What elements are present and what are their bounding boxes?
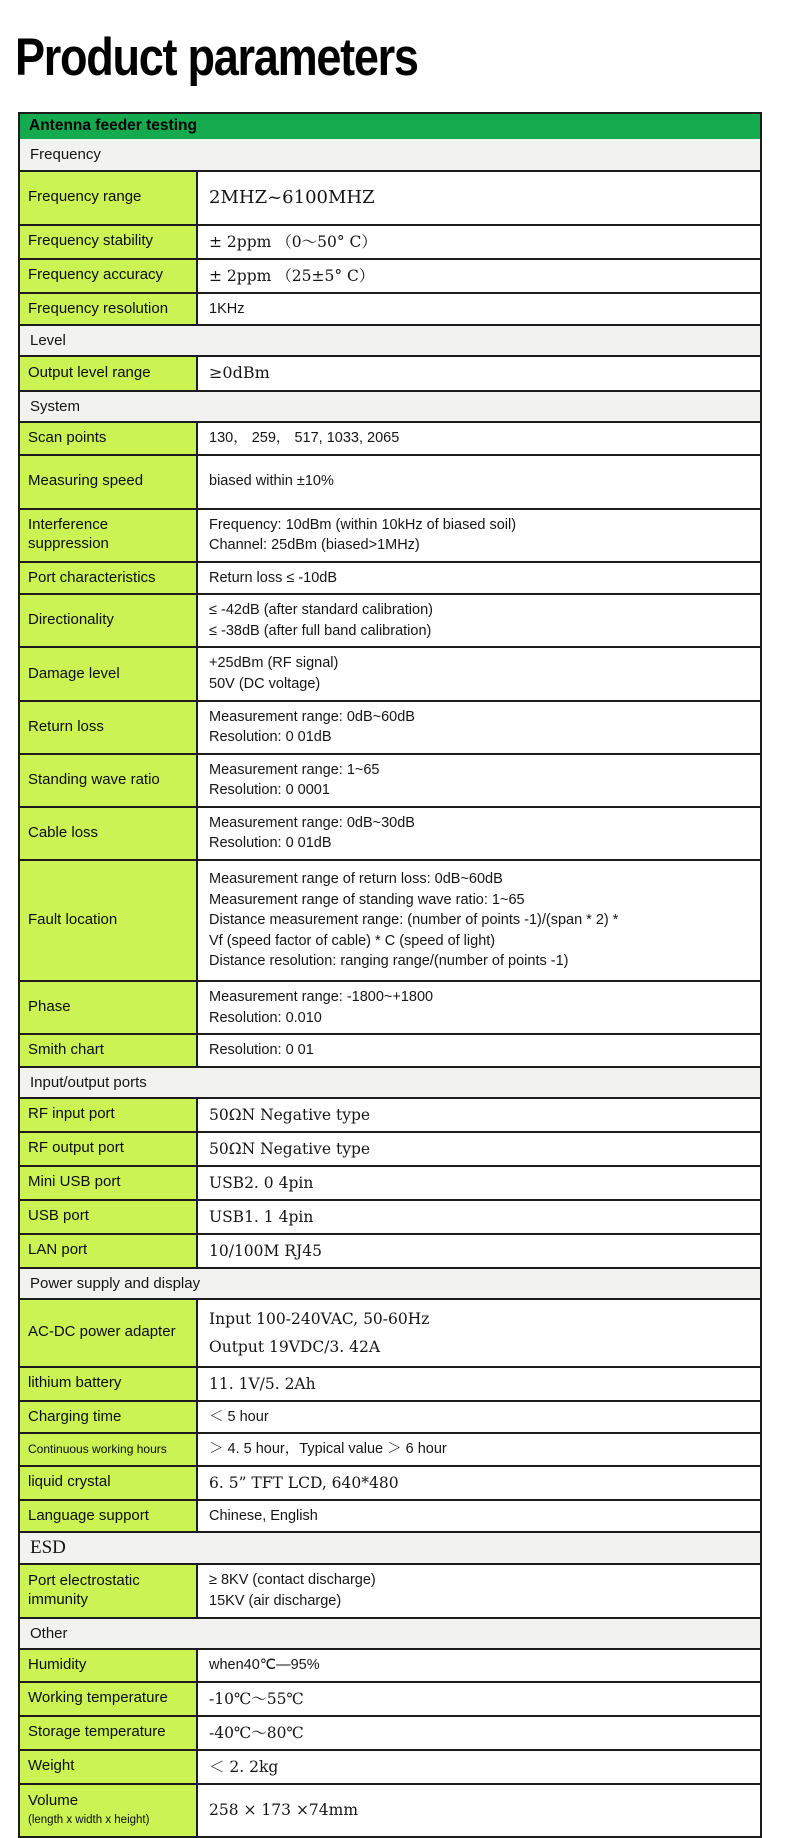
- param-label: Language support: [20, 1501, 198, 1532]
- param-value: 1KHz: [209, 300, 245, 317]
- spec-row-scan-points: [20, 421, 760, 454]
- spec-row-working-temperature: [20, 1681, 760, 1715]
- param-label: LAN port: [20, 1235, 198, 1267]
- param-label: Mini USB port: [20, 1167, 198, 1199]
- section-label: System: [30, 397, 81, 415]
- param-value: ± 2ppm （0～50° C）: [209, 232, 377, 251]
- param-value: ＜ 2. 2kg: [209, 1757, 279, 1776]
- spec-row-frequency-resolution: [20, 292, 760, 325]
- param-label: Return loss: [20, 702, 198, 753]
- param-label: lithium battery: [20, 1368, 198, 1400]
- spec-row-continuous-working-hours: [20, 1432, 760, 1465]
- param-label: Directionality: [20, 595, 198, 646]
- table-header-row: [20, 114, 760, 139]
- param-label: Frequency resolution: [20, 294, 198, 325]
- section-row-level-section: [20, 324, 760, 355]
- spec-row-lan-port: [20, 1233, 760, 1267]
- param-label: Humidity: [20, 1650, 198, 1681]
- param-label: Standing wave ratio: [20, 755, 198, 806]
- param-label: RF output port: [20, 1133, 198, 1165]
- param-label: Scan points: [20, 423, 198, 454]
- param-value: 11. 1V/5. 2Ah: [209, 1374, 316, 1393]
- spec-row-output-level-range: [20, 355, 760, 390]
- page-title: Product parameters: [15, 28, 418, 87]
- param-value: 130， 259， 517, 1033, 2065: [209, 429, 400, 446]
- param-label: Working temperature: [20, 1683, 198, 1715]
- param-label: Weight: [20, 1751, 198, 1783]
- param-value: -40℃～80℃: [209, 1723, 304, 1742]
- param-label: Continuous working hours: [20, 1434, 198, 1465]
- param-label: Smith chart: [20, 1035, 198, 1066]
- spec-row-return-loss: [20, 700, 760, 753]
- page: [0, 30, 790, 1838]
- section-row-esd-section: [20, 1531, 760, 1563]
- param-value: Measurement range: 0dB~30dB Resolution: 0 01dB: [209, 814, 415, 852]
- param-label: AC-DC power adapter: [20, 1300, 198, 1366]
- param-label: Port characteristics: [20, 563, 198, 594]
- section-label: ESD: [30, 1537, 66, 1559]
- spec-row-humidity: [20, 1648, 760, 1681]
- spec-row-usb-port: [20, 1199, 760, 1233]
- section-label: Power supply and display: [30, 1274, 201, 1292]
- param-label: Volume (length x width x height): [20, 1785, 198, 1836]
- param-value: USB2. 0 4pin: [209, 1173, 314, 1192]
- param-value: Input 100-240VAC, 50-60Hz Output 19VDC/3. 42A: [209, 1309, 430, 1356]
- param-label: Charging time: [20, 1402, 198, 1433]
- spec-row-directionality: [20, 593, 760, 646]
- spec-row-standing-wave-ratio: [20, 753, 760, 806]
- param-value: Return loss ≤ -10dB: [209, 569, 338, 586]
- section-row-other-section: [20, 1617, 760, 1648]
- param-label: Cable loss: [20, 808, 198, 859]
- param-value: Measurement range: -1800~+1800 Resolution: 0.010: [209, 988, 434, 1026]
- param-label: Damage level: [20, 648, 198, 699]
- spec-row-interference-suppression: [20, 508, 760, 561]
- section-label: Other: [30, 1624, 68, 1642]
- section-label: Frequency: [30, 145, 101, 163]
- spec-row-damage-level: [20, 646, 760, 699]
- param-label: Frequency range: [20, 172, 198, 224]
- param-value: ＜ 5 hour: [209, 1408, 269, 1425]
- param-label: RF input port: [20, 1099, 198, 1131]
- param-value: ≥0dBm: [209, 363, 270, 383]
- param-value: 258 × 173 ×74mm: [209, 1801, 359, 1820]
- section-label: Input/output ports: [30, 1073, 147, 1091]
- param-value: ≤ -42dB (after standard calibration) ≤ -38dB (after full band calibration): [209, 602, 433, 639]
- spec-row-frequency-stability: [20, 224, 760, 258]
- param-label: Measuring speed: [20, 456, 198, 508]
- section-row-system-section: [20, 390, 760, 421]
- section-row-power-display-section: [20, 1267, 760, 1298]
- param-value: biased within ±10%: [209, 473, 334, 490]
- table-header-label: Antenna feeder testing: [29, 117, 197, 135]
- param-value: Measurement range of return loss: 0dB~60dB Measurement range of standing wave ratio: 1~65 Distance measurement range: (number of points -1)/(span * 2) * Vf (speed factor of cable) * C (speed of light) Distance resolution: ranging range/(number of points -1): [209, 871, 619, 970]
- spec-row-frequency-accuracy: [20, 258, 760, 292]
- spec-row-fault-location: [20, 859, 760, 980]
- param-value: Frequency: 10dBm (within 10kHz of biased soil) Channel: 25dBm (biased>1MHz): [209, 516, 517, 554]
- param-label: Output level range: [20, 357, 198, 390]
- param-label: USB port: [20, 1201, 198, 1233]
- param-label: Frequency stability: [20, 226, 198, 258]
- param-value: Measurement range: 0dB~60dB Resolution: 0 01dB: [209, 708, 415, 746]
- param-value: Measurement range: 1~65 Resolution: 0 0001: [209, 761, 380, 799]
- product-parameters-table: [18, 112, 762, 1838]
- spec-row-rf-input-port: [20, 1097, 760, 1131]
- spec-row-measuring-speed: [20, 454, 760, 508]
- param-value: USB1. 1 4pin: [209, 1207, 314, 1226]
- param-value: ＞ 4. 5 hour，Typical value ＞ 6 hour: [209, 1441, 447, 1458]
- param-label: Frequency accuracy: [20, 260, 198, 292]
- param-label: Fault location: [20, 861, 198, 980]
- spec-row-port-characteristics: [20, 561, 760, 594]
- spec-row-liquid-crystal: [20, 1465, 760, 1499]
- param-value: Chinese, English: [209, 1507, 318, 1524]
- spec-row-mini-usb-port: [20, 1165, 760, 1199]
- spec-row-lithium-battery: [20, 1366, 760, 1400]
- spec-row-weight: [20, 1749, 760, 1783]
- spec-row-acdc-power-adapter: [20, 1298, 760, 1366]
- spec-row-charging-time: [20, 1400, 760, 1433]
- param-value: 2MHZ~6100MHZ: [209, 186, 375, 208]
- spec-row-phase: [20, 980, 760, 1033]
- param-value: 6. 5” TFT LCD, 640*480: [209, 1473, 399, 1492]
- param-label: Storage temperature: [20, 1717, 198, 1749]
- param-value: ± 2ppm （25±5° C）: [209, 266, 375, 285]
- spec-row-volume: [20, 1783, 760, 1836]
- param-label: Interference suppression: [20, 510, 198, 561]
- spec-row-smith-chart: [20, 1033, 760, 1066]
- param-label: Port electrostatic immunity: [20, 1565, 198, 1616]
- param-value: -10℃～55℃: [209, 1689, 304, 1708]
- param-value: when40℃—95%: [209, 1656, 320, 1673]
- spec-row-port-electrostatic-immunity: [20, 1563, 760, 1616]
- spec-row-frequency-range: [20, 170, 760, 224]
- spec-row-rf-output-port: [20, 1131, 760, 1165]
- param-value: ≥ 8KV (contact discharge) 15KV (air discharge): [209, 1572, 376, 1609]
- spec-row-language-support: [20, 1499, 760, 1532]
- section-row-frequency-section: [20, 139, 760, 170]
- param-value: Resolution: 0 01: [209, 1042, 314, 1059]
- section-label: Level: [30, 332, 66, 350]
- param-label: liquid crystal: [20, 1467, 198, 1499]
- param-value: 10/100M RJ45: [209, 1241, 322, 1260]
- param-value: 50ΩN Negative type: [209, 1139, 371, 1158]
- param-value: 50ΩN Negative type: [209, 1105, 371, 1124]
- spec-row-storage-temperature: [20, 1715, 760, 1749]
- spec-row-cable-loss: [20, 806, 760, 859]
- param-label: Phase: [20, 982, 198, 1033]
- section-row-io-ports-section: [20, 1066, 760, 1097]
- param-value: +25dBm (RF signal) 50V (DC voltage): [209, 655, 339, 692]
